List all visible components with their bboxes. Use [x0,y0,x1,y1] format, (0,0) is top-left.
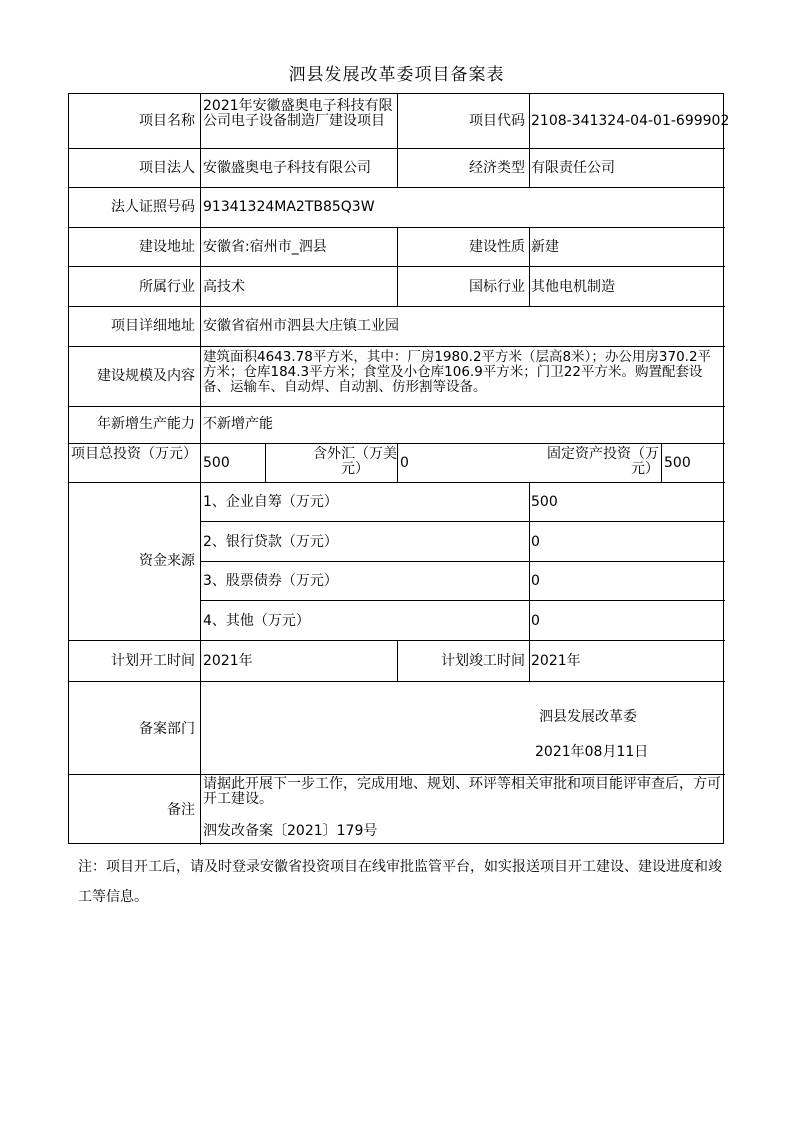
end-time-label: 计划竣工时间 [441,653,525,669]
license-value: 91341324MA2TB85Q3W [203,199,375,215]
remarks-text: 请据此开展下一步工作，完成用地、规划、环评等相关审批和项目能评审查后，方可开工建设。 [203,776,721,807]
economic-type-value: 有限责任公司 [531,160,615,176]
doc-number: 泗发改备案〔2021〕179号 [203,823,378,839]
fixed-investment-label: 固定资产投资（万元） [547,446,659,477]
project-name-label: 项目名称 [139,113,195,129]
start-time-label: 计划开工时间 [111,653,195,669]
location-label: 建设地址 [139,239,195,255]
fixed-investment-value: 500 [664,455,691,471]
funding-item-label: 1、企业自筹（万元） [203,494,338,510]
national-industry-value: 其他电机制造 [531,279,615,295]
funding-item-label: 4、其他（万元） [203,613,310,629]
forex-label: 含外汇（万美元） [313,446,397,477]
project-name-value: 2021年安徽盛奥电子科技有限公司电子设备制造厂建设项目 [203,98,393,129]
filing-dept-org: 泗县发展改革委 [539,709,637,725]
nature-label: 建设性质 [469,239,525,255]
filing-date: 2021年08月11日 [535,744,649,760]
scale-value: 建筑面积4643.78平方米，其中：厂房1980.2平方米（层高8米）；办公用房370.2平方米；仓库184.3平方米；食堂及小仓库106.9平方米；门卫22平方米。购置配套设备、运输车、自动焊、自动割、仿形割等设备。 [203,349,712,395]
nature-value: 新建 [531,239,559,255]
funding-item-value: 0 [531,534,540,550]
filing-table [68,93,730,844]
location-value: 安徽省:宿州市_泗县 [203,239,327,255]
funding-item-value: 0 [531,573,540,589]
funding-label: 资金来源 [139,553,195,569]
legal-person-label: 项目法人 [139,160,195,176]
end-time-value: 2021年 [531,653,581,669]
scale-label: 建设规模及内容 [97,368,195,384]
project-code-label: 项目代码 [469,113,525,129]
project-code-value: 2108-341324-04-01-699902 [531,113,730,129]
footnote: 注：项目开工后，请及时登录安徽省投资项目在线审批监管平台，如实报送项目开工建设、建设进度和竣工等信息。 [78,859,722,905]
total-investment-label: 项目总投资（万元） [71,446,197,462]
page-title: 泗县发展改革委项目备案表 [288,65,505,85]
funding-item-value: 0 [531,613,540,629]
license-label: 法人证照号码 [111,199,195,215]
detail-address-value: 安徽省宿州市泗县大庄镇工业园 [203,318,399,334]
capacity-label: 年新增生产能力 [97,416,195,432]
national-industry-label: 国标行业 [469,279,525,295]
industry-value: 高技术 [203,279,245,295]
funding-item-value: 500 [531,494,558,510]
filing-dept-label: 备案部门 [139,721,195,737]
forex-value: 0 [400,455,409,471]
funding-item-label: 3、股票债券（万元） [203,573,338,589]
detail-address-label: 项目详细地址 [111,318,195,334]
funding-item-label: 2、银行贷款（万元） [203,534,338,550]
industry-label: 所属行业 [139,279,195,295]
total-investment-value: 500 [203,455,230,471]
start-time-value: 2021年 [203,653,253,669]
capacity-value: 不新增产能 [203,416,273,432]
remarks-label: 备注 [167,802,195,818]
economic-type-label: 经济类型 [469,160,525,176]
legal-person-value: 安徽盛奥电子科技有限公司 [203,160,371,176]
